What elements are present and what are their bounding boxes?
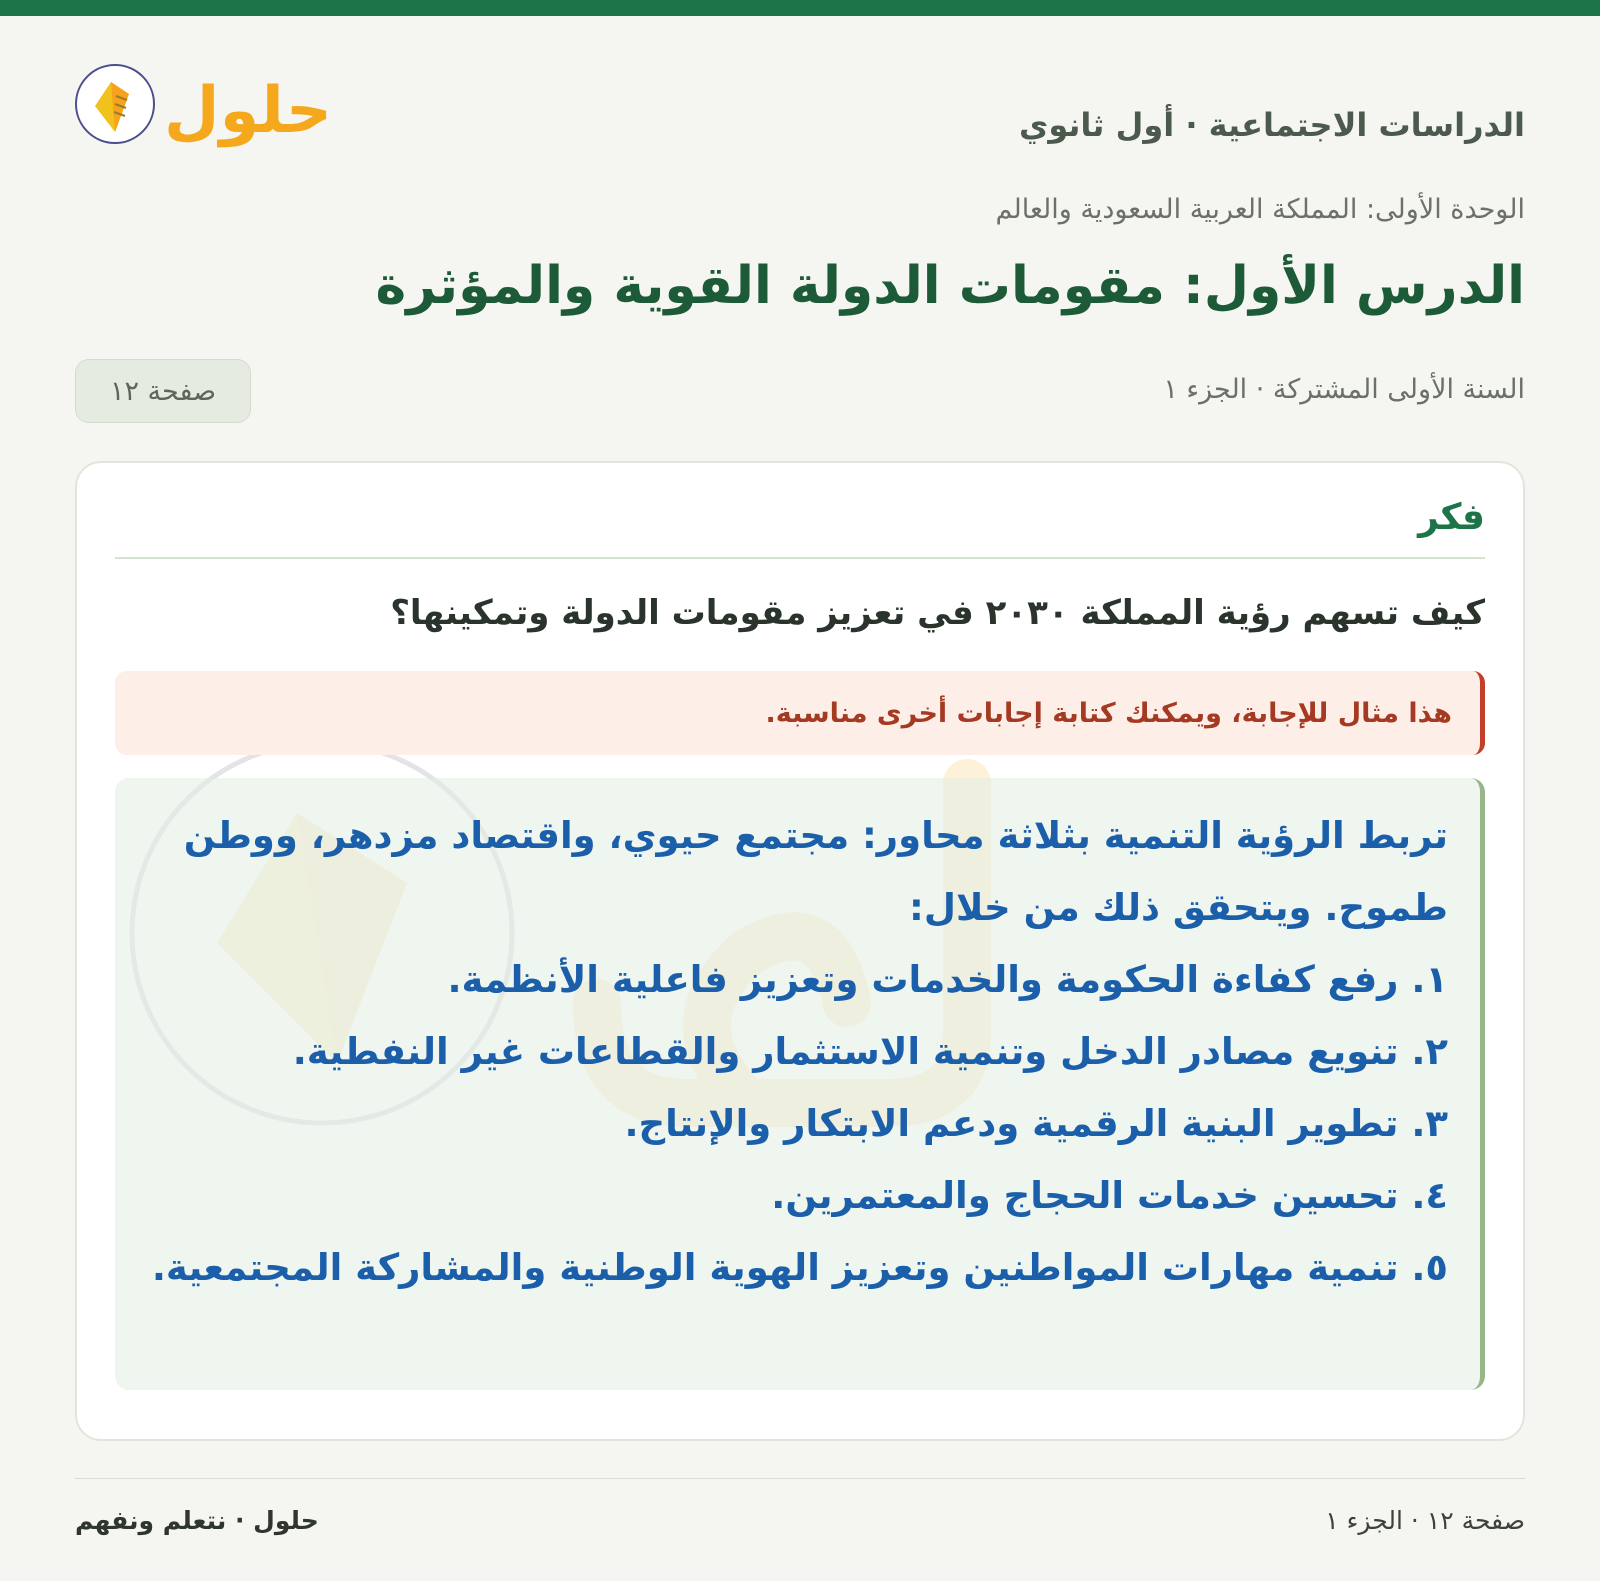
answer-item: ٤. تحسين خدمات الحجاج والمعتمرين.: [771, 1174, 1448, 1217]
answer-box: [115, 778, 1485, 1390]
answer-note: [115, 671, 1485, 755]
footer-brand: حلول · نتعلم ونفهم: [75, 1506, 319, 1535]
answer-item: ١. رفع كفاءة الحكومة والخدمات وتعزيز فاعلية الأنظمة.: [447, 958, 1448, 1001]
answer-note-text: هذا مثال للإجابة، ويمكنك كتابة إجابات أخرى مناسبة.: [765, 697, 1452, 729]
logo-text: حلول: [164, 74, 332, 148]
card-divider: [115, 557, 1485, 559]
answer-list: [145, 944, 1448, 1304]
card-title: فكر: [1418, 497, 1485, 538]
footer-divider: [75, 1478, 1525, 1479]
top-accent-bar: [0, 0, 1600, 16]
answer-item: ٢. تنويع مصادر الدخل وتنمية الاستثمار والقطاعات غير النفطية.: [292, 1030, 1448, 1073]
answer-intro: تربط الرؤية التنمية بثلاثة محاور: مجتمع حيوي، واقتصاد مزدهر، ووطن طموح. ويتحقق ذلك من خلال:: [183, 814, 1448, 929]
footer-page-info: صفحة ١٢ · الجزء ١: [1325, 1506, 1525, 1535]
page: [75, 16, 1525, 1581]
question-text: كيف تسهم رؤية المملكة ٢٠٣٠ في تعزيز مقومات الدولة وتمكينها؟: [390, 593, 1485, 633]
lesson-title: الدرس الأول: مقومات الدولة القوية والمؤثرة: [375, 256, 1525, 316]
hulul-logo[interactable]: [75, 54, 335, 154]
course-meta: السنة الأولى المشتركة · الجزء ١: [1163, 374, 1525, 405]
subject-title: الدراسات الاجتماعية · أول ثانوي: [1019, 106, 1525, 144]
exercise-card: [75, 461, 1525, 1441]
answer-item: ٣. تطوير البنية الرقمية ودعم الابتكار والإنتاج.: [624, 1102, 1448, 1145]
unit-label: الوحدة الأولى: المملكة العربية السعودية والعالم: [995, 194, 1525, 225]
answer-item: ٥. تنمية مهارات المواطنين وتعزيز الهوية الوطنية والمشاركة المجتمعية.: [151, 1246, 1448, 1289]
page-number-badge: صفحة ١٢: [75, 359, 251, 423]
